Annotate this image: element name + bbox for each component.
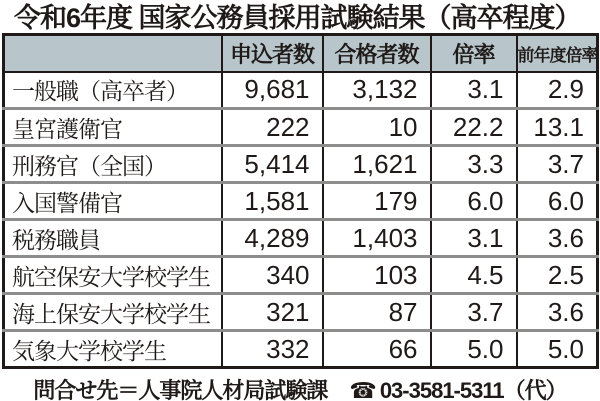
table-row xyxy=(4,146,598,183)
applicants-value: 5,414 xyxy=(222,146,323,183)
row-label: 刑務官（全国） xyxy=(4,146,222,183)
ratio-value: 3.7 xyxy=(431,294,517,331)
header-ratio: 倍率 xyxy=(431,35,517,72)
ratio-value: 3.1 xyxy=(431,72,517,109)
ratio-value: 4.5 xyxy=(431,257,517,294)
row-label: 気象大学校学生 xyxy=(4,331,222,368)
prev-ratio-value: 3.6 xyxy=(517,294,598,331)
row-label: 航空保安大学校学生 xyxy=(4,257,222,294)
applicants-value: 9,681 xyxy=(222,72,323,109)
header-prev-year-ratio: 前年度倍率 xyxy=(517,35,598,72)
phone-number: 03-3581-5311（代） xyxy=(379,378,567,401)
table-row xyxy=(4,257,598,294)
passed-value: 1,621 xyxy=(323,146,431,183)
ratio-value: 3.3 xyxy=(431,146,517,183)
table-row xyxy=(4,183,598,220)
passed-value: 10 xyxy=(323,109,431,146)
header-row xyxy=(4,35,598,72)
table-row xyxy=(4,72,598,109)
ratio-value: 5.0 xyxy=(431,331,517,368)
row-label: 入国警備官 xyxy=(4,183,222,220)
prev-ratio-value: 2.5 xyxy=(517,257,598,294)
results-table xyxy=(2,33,599,369)
applicants-value: 4,289 xyxy=(222,220,323,257)
ratio-value: 6.0 xyxy=(431,183,517,220)
table-row xyxy=(4,220,598,257)
prev-ratio-value: 13.1 xyxy=(517,109,598,146)
row-label: 税務職員 xyxy=(4,220,222,257)
prev-ratio-value: 3.6 xyxy=(517,220,598,257)
passed-value: 66 xyxy=(323,331,431,368)
applicants-value: 222 xyxy=(222,109,323,146)
passed-value: 1,403 xyxy=(323,220,431,257)
ratio-value: 3.1 xyxy=(431,220,517,257)
footer-contact xyxy=(0,374,600,401)
applicants-value: 340 xyxy=(222,257,323,294)
prev-ratio-value: 2.9 xyxy=(517,72,598,109)
passed-value: 87 xyxy=(323,294,431,331)
table-row xyxy=(4,331,598,368)
table-row xyxy=(4,109,598,146)
row-label: 海上保安大学校学生 xyxy=(4,294,222,331)
contact-label: 問合せ先＝人事院人材局試験課 xyxy=(33,378,328,401)
header-applicants: 申込者数 xyxy=(222,35,323,72)
applicants-value: 1,581 xyxy=(222,183,323,220)
phone-icon: ☎ xyxy=(349,378,376,401)
row-label: 皇宮護衛官 xyxy=(4,109,222,146)
header-passers: 合格者数 xyxy=(323,35,431,72)
prev-ratio-value: 6.0 xyxy=(517,183,598,220)
prev-ratio-value: 3.7 xyxy=(517,146,598,183)
table-row xyxy=(4,294,598,331)
passed-value: 179 xyxy=(323,183,431,220)
applicants-value: 332 xyxy=(222,331,323,368)
applicants-value: 321 xyxy=(222,294,323,331)
prev-ratio-value: 5.0 xyxy=(517,331,598,368)
ratio-value: 22.2 xyxy=(431,109,517,146)
header-category xyxy=(4,35,222,72)
row-label: 一般職（高卒者） xyxy=(4,72,222,109)
passed-value: 103 xyxy=(323,257,431,294)
page-title: 令和6年度 国家公務員採用試験結果（高卒程度） xyxy=(14,3,581,33)
passed-value: 3,132 xyxy=(323,72,431,109)
